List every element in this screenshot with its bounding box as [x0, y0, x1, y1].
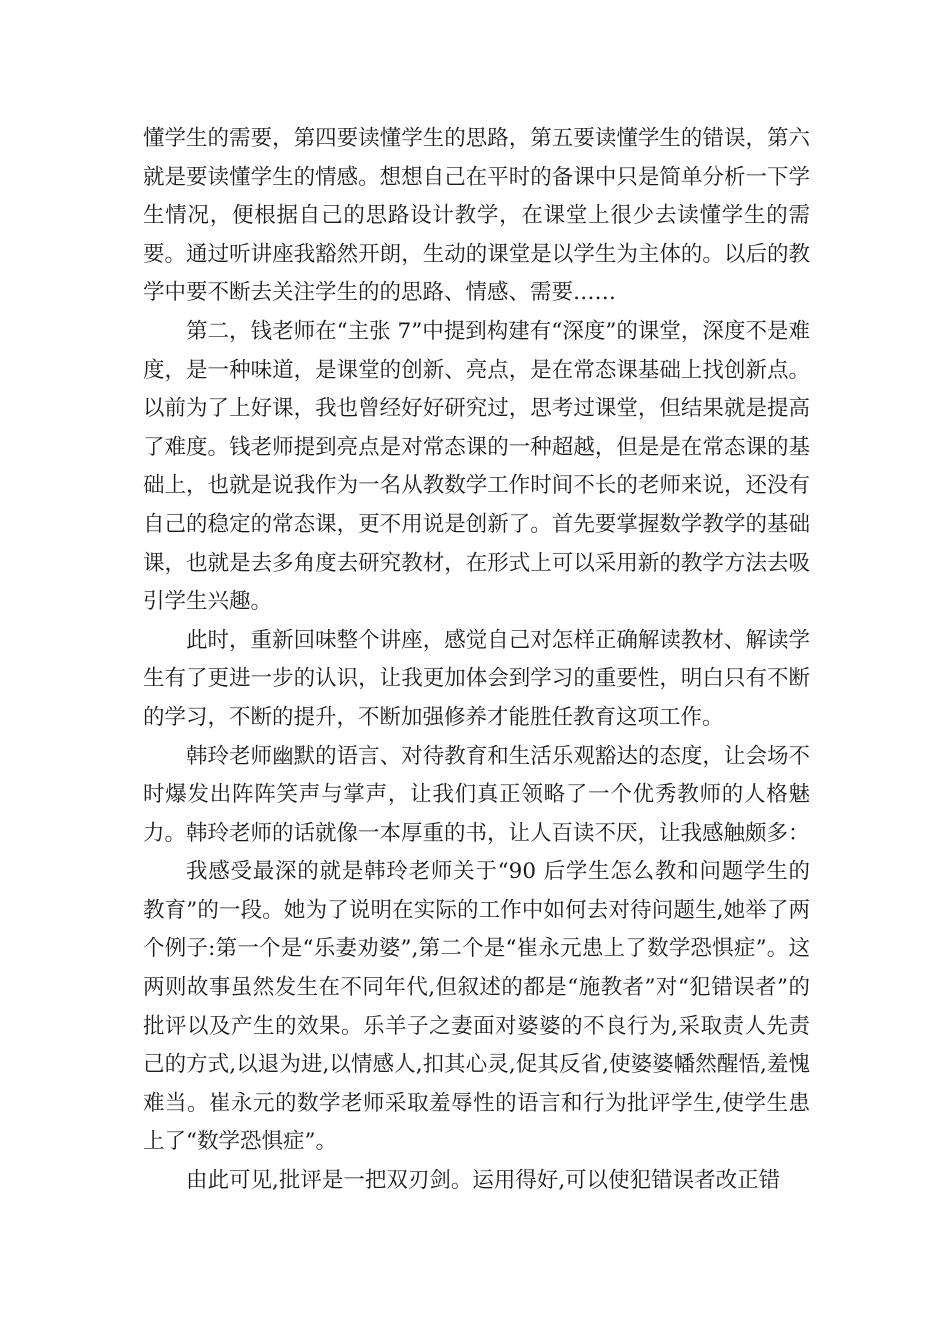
paragraph-2: 第二，钱老师在“主张 7”中提到构建有“深度”的课堂，深度不是难度，是一种味道，是课堂的创新、亮点，是在常态课基础上找创新点。以前为了上好课，我也曾经好好研究过，思考过课堂，但结果就是提高了难度。钱老师提到亮点是对常态课的一种超越，但是是在常态课的基础上，也就是说我作为一名从教数学工作时间不长的老师来说，还没有自己的稳定的常态课，更不用说是创新了。首先要掌握数学教学的基础课，也就是去多角度去研究教材，在形式上可以采用新的教学方法去吸引学生兴趣。: [143, 318, 810, 615]
paragraph-6: 由此可见,批评是一把双刃剑。运用得好,可以使犯错误者改正错: [186, 1168, 781, 1194]
document-body: [143, 120, 810, 1201]
paragraph-1: 懂学生的需要，第四要读懂学生的思路，第五要读懂学生的错误，第六就是要读懂学生的情感。想想自己在平时的备课中只是简单分析一下学生情况，便根据自己的思路设计教学，在课堂上很少去读懂学生的需要。通过听讲座我豁然开朗，生动的课堂是以学生为主体的。以后的教学中要不断去关注学生的的思路、情感、需要……: [143, 126, 810, 306]
paragraph-4: 韩玲老师幽默的语言、对待教育和生活乐观豁达的态度，让会场不时爆发出阵阵笑声与掌声，让我们真正领略了一个优秀教师的人格魅力。韩玲老师的话就像一本厚重的书，让人百读不厌，让我感触颇多：: [143, 743, 810, 846]
paragraph-5: 我感受最深的就是韩玲老师关于“90 后学生怎么教和问题学生的教育”的一段。她为了说明在实际的工作中如何去对待问题生,她举了两个例子:第一个是“乐妻劝婆”,第二个是“崔永元患上了数学恐惧症”。这两则故事虽然发生在不同年代,但叙述的都是“施教者”对“犯错误者”的批评以及产生的效果。乐羊子之妻面对婆婆的不良行为,采取责人先责己的方式,以退为进,以情感人,扣其心灵,促其反省,使婆婆幡然醒悟,羞愧难当。崔永元的数学老师采取羞辱性的语言和行为批评学生,使学生患上了“数学恐惧症”。: [143, 859, 810, 1155]
paragraph-3: 此时，重新回味整个讲座，感觉自己对怎样正确解读教材、解读学生有了更进一步的认识，让我更加体会到学习的重要性，明白只有不断的学习，不断的提升，不断加强修养才能胜任教育这项工作。: [143, 627, 810, 730]
